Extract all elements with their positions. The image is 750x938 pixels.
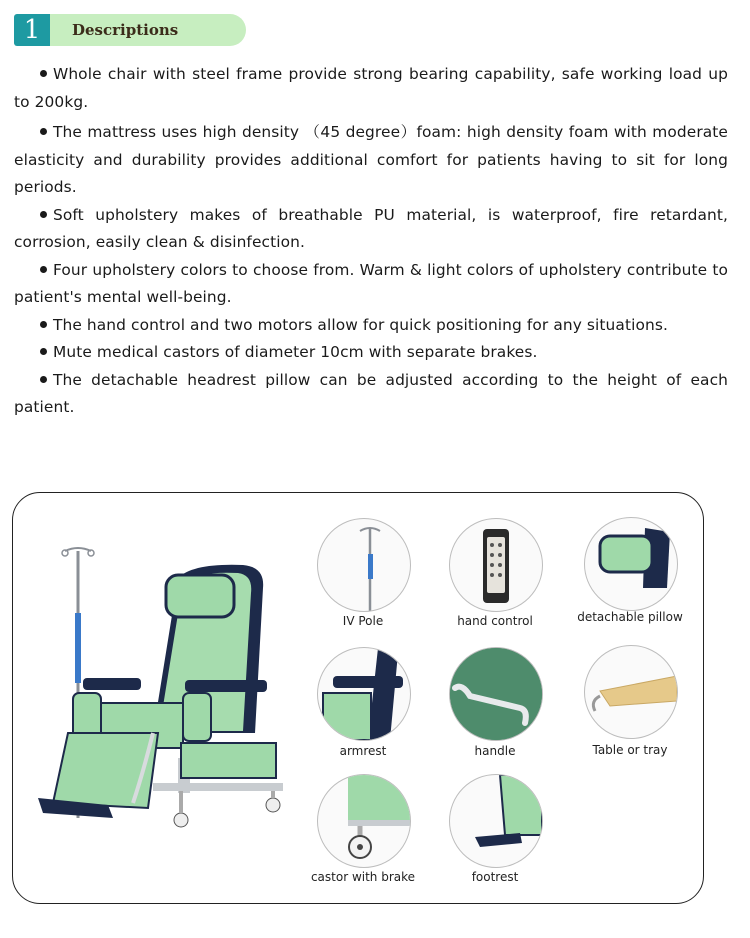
castor-thumbnail — [317, 774, 411, 868]
tray-icon — [585, 646, 677, 738]
description-item: Soft upholstery makes of breathable PU material, is waterproof, fire retardant, corrosion, easily clean & disinfection. — [14, 205, 728, 251]
pillow-thumbnail — [584, 517, 678, 611]
footrest-icon — [450, 775, 542, 867]
iv-pole-thumbnail — [317, 518, 411, 612]
feature-label: handle — [474, 744, 516, 758]
section-title: Descriptions — [72, 21, 179, 39]
feature-label: armrest — [339, 744, 387, 758]
description-item: The hand control and two motors allow for quick positioning for any situations. — [14, 312, 728, 340]
feature-label: IV Pole — [342, 614, 384, 628]
hand-control-thumbnail — [449, 518, 543, 612]
description-list — [14, 61, 728, 422]
bullet-icon — [40, 128, 47, 135]
bullet-icon — [40, 348, 47, 355]
feature-label: footrest — [471, 870, 519, 884]
bullet-icon — [40, 321, 47, 328]
section-number: 1 — [14, 14, 50, 46]
bullet-icon — [40, 70, 47, 77]
handle-thumbnail — [449, 647, 543, 741]
section-title-bar — [50, 14, 246, 46]
tray-thumbnail — [584, 645, 678, 739]
feature-label: hand control — [457, 614, 533, 628]
feature-label: Table or tray — [592, 743, 668, 757]
feature-label: detachable pillow — [577, 610, 683, 624]
product-panel — [12, 492, 704, 904]
description-item: The mattress uses high density （45 degree）foam: high density foam with moderate elasticity and durability provides additional comfort for patients having to sit for long periods. — [14, 123, 728, 196]
description-item: Mute medical castors of diameter 10cm with separate brakes. — [14, 339, 728, 367]
footrest-thumbnail — [449, 774, 543, 868]
section-header — [14, 14, 246, 46]
description-item: The detachable headrest pillow can be adjusted according to the height of each patient. — [14, 370, 728, 416]
iv-pole-icon — [318, 519, 410, 611]
castor-icon — [318, 775, 410, 867]
bullet-icon — [40, 376, 47, 383]
armrest-icon — [318, 648, 410, 740]
hand-control-icon — [450, 519, 542, 611]
description-item: Four upholstery colors to choose from. Warm & light colors of upholstery contribute to patient's mental well-being. — [14, 260, 728, 306]
bullet-icon — [40, 266, 47, 273]
pillow-icon — [585, 518, 677, 610]
feature-label: castor with brake — [310, 870, 416, 884]
bullet-icon — [40, 211, 47, 218]
chair-illustration — [33, 543, 308, 843]
handle-icon — [450, 648, 542, 740]
armrest-thumbnail — [317, 647, 411, 741]
description-item: Whole chair with steel frame provide strong bearing capability, safe working load up to 200kg. — [14, 65, 728, 111]
